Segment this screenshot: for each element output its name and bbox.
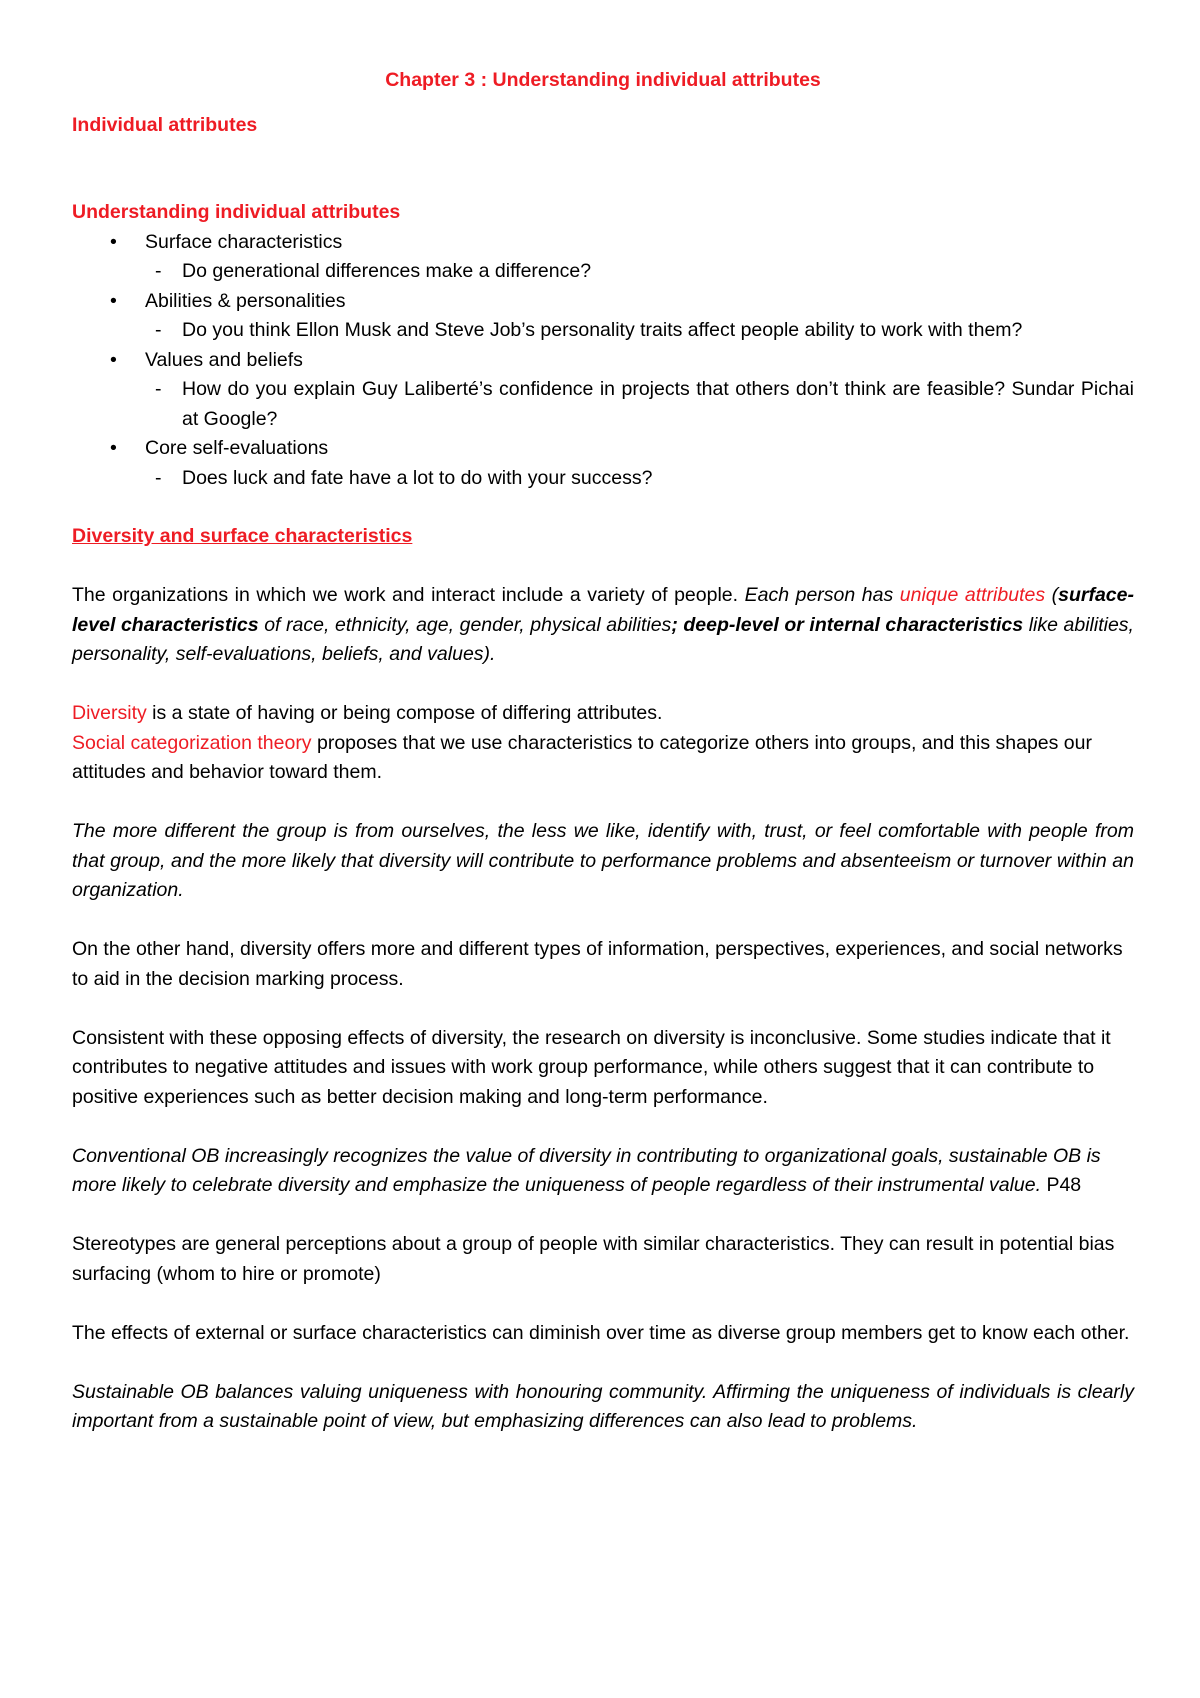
p1-d: ( xyxy=(1045,584,1059,606)
outline-item-label: Core self-evaluations xyxy=(145,437,329,459)
dash-icon: - xyxy=(155,466,162,489)
heading-individual-attributes: Individual attributes xyxy=(72,113,258,136)
paragraph-effects: The effects of external or surface characteristics can diminish over time as diverse group members get to know each other. xyxy=(72,1321,1130,1344)
p6-ref: P48 xyxy=(1041,1174,1082,1196)
attributes-outline xyxy=(72,228,1134,494)
outline-item xyxy=(72,346,1134,435)
outline-item xyxy=(72,434,1134,493)
paragraph-organizations xyxy=(72,581,1134,670)
outline-item xyxy=(72,287,1134,346)
p2-so: So xyxy=(72,731,96,754)
outline-subitem xyxy=(145,257,1134,287)
chapter-title: Chapter 3 : Understanding individual attributes xyxy=(385,69,821,91)
paragraph-stereotypes: Stereotypes are general perceptions about a group of people with similar characteristics. They can result in potential bias surfacing (whom to hire or promote) xyxy=(72,1233,1115,1285)
p2-rest2: proposes that we use characteristics to categorize others into groups, and this shapes our attitudes and behavior toward them. xyxy=(72,731,1092,783)
dash-icon: - xyxy=(155,319,162,341)
outline-item xyxy=(72,228,1134,287)
outline-item-label: Surface characteristics xyxy=(145,230,343,253)
p1-h: like abilities, personality, self-evaluations, beliefs, and values). xyxy=(72,613,1134,665)
p1-f: of race, ethnicity, age, gender, physical abilities xyxy=(258,613,672,636)
p1-deep-level: ; deep-level or internal characteristics xyxy=(671,613,1024,636)
outline-subitem-text: Does luck and fate have a lot to do with your success? xyxy=(182,466,653,489)
outline-item-label: Abilities & personalities xyxy=(145,289,346,312)
outline-subitem-text: Do you think Ellon Musk and Steve Job’s personality traits affect people ability to work with them? xyxy=(182,319,1023,341)
bullet-icon: • xyxy=(110,348,117,371)
bullet-icon: • xyxy=(110,230,117,253)
p1-b: Each person has xyxy=(744,584,900,606)
term-social-categorization: cial categorization theory xyxy=(95,731,312,754)
paragraph-conventional-ob xyxy=(72,1142,1134,1201)
p1-unique-attributes: unique attributes xyxy=(899,584,1046,606)
bullet-icon: • xyxy=(110,437,117,459)
paragraph-other-hand: On the other hand, diversity offers more and different types of information, perspectives, experiences, and social networks to aid in the decision marking process. xyxy=(72,938,1123,990)
outline-subitem-text: Do generational differences make a difference? xyxy=(182,260,592,282)
paragraph-social-categorization xyxy=(72,729,1134,788)
paragraph-consistent: Consistent with these opposing effects of diversity, the research on diversity is inconclusive. Some studies indicate that it contributes to negative attitudes and issues with work group performance, while others suggest that it can contribute to positive experiences such as better decision making and long-term performance. xyxy=(72,1026,1111,1108)
paragraph-sustainable-ob: Sustainable OB balances valuing uniqueness with honouring community. Affirming the uniqueness of individuals is clearly important from a sustainable point of view, but emphasizing differences can also lead to problems. xyxy=(72,1380,1134,1432)
dash-icon: - xyxy=(155,378,162,400)
heading-diversity-surface: Diversity and surface characteristics xyxy=(72,525,413,547)
paragraph-group-difference: The more different the group is from ourselves, the less we like, identify with, trust, or feel comfortable with people from that group, and the more likely that diversity will contribute to performance problems and absenteeism or turnover within an organization. xyxy=(72,820,1134,901)
outline-subitem xyxy=(145,464,1134,494)
outline-subitem xyxy=(145,375,1134,434)
document-page xyxy=(72,66,1134,1437)
outline-item-label: Values and beliefs xyxy=(145,348,303,371)
p6-text: Conventional OB increasingly recognizes the value of diversity in contributing to organizational goals, sustainable OB is more likely to celebrate diversity and emphasize the uniqueness of people regardless of their instrumental value. xyxy=(72,1144,1101,1196)
outline-subitem-text: How do you explain Guy Laliberté’s confidence in projects that others don’t think are feasible? Sundar Pichai at Google? xyxy=(182,378,1134,430)
outline-subitem xyxy=(145,316,1134,346)
p2-rest: is a state of having or being compose of differing attributes. xyxy=(146,702,663,724)
paragraph-diversity-definition xyxy=(72,699,1134,729)
heading-understanding-attributes: Understanding individual attributes xyxy=(72,201,401,223)
bullet-icon: • xyxy=(110,289,117,312)
term-diversity: Diversity xyxy=(72,702,147,724)
p1-surface-level: surface-level characteristics xyxy=(72,584,1134,636)
dash-icon: - xyxy=(155,260,162,282)
p1-a: The organizations in which we work and interact include a variety of people. xyxy=(72,584,745,606)
